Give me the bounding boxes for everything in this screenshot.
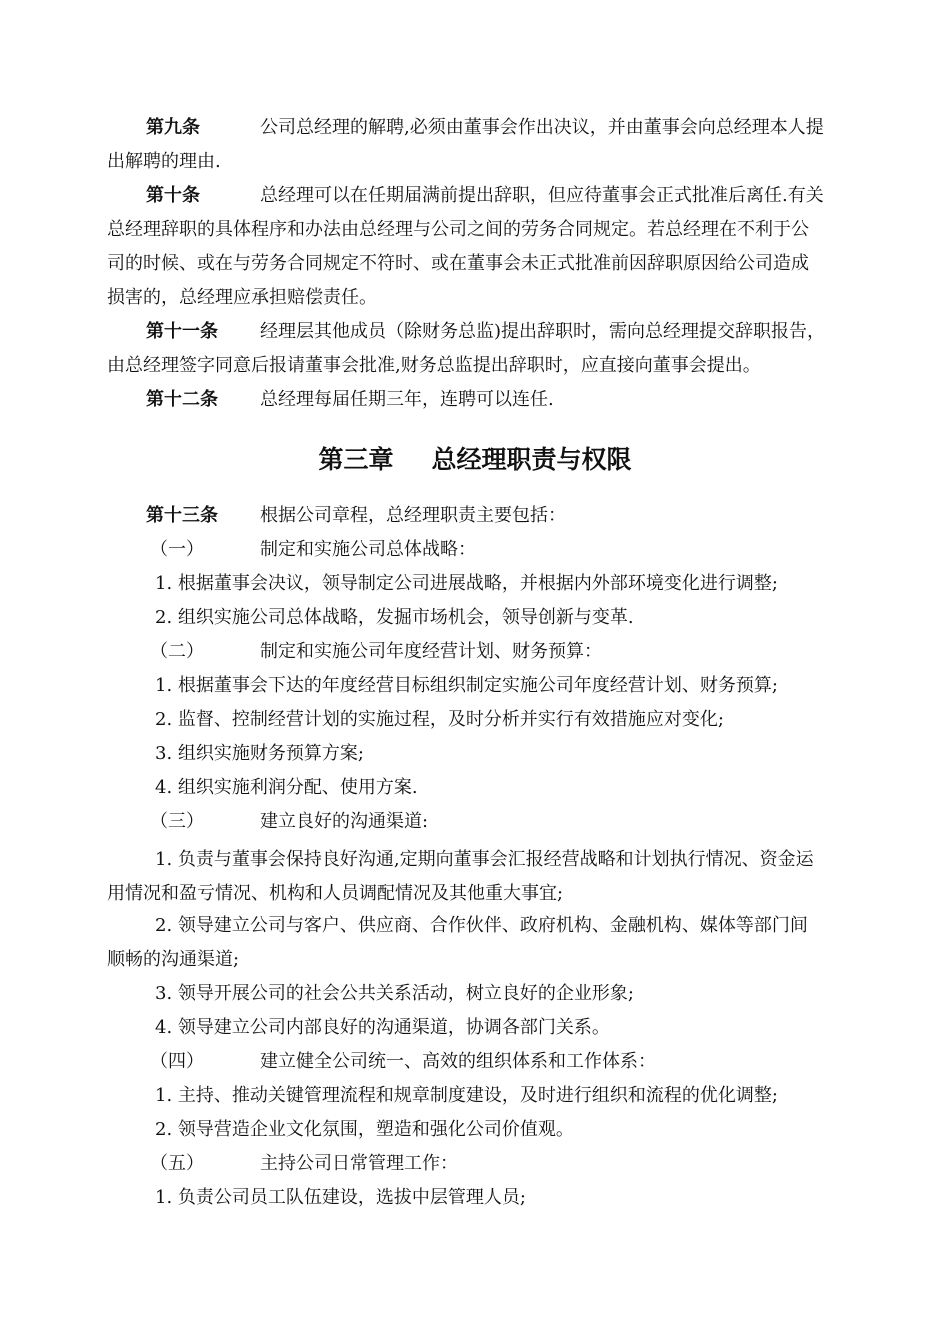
section-number: （二） [150, 641, 204, 662]
list-item-cont: 用情况和盈亏情况、机构和人员调配情况及其他重大事宜; [107, 883, 564, 904]
article-10-text-cont: 司的时候、或在与劳务合同规定不符时、或在董事会未正式批准前因辞职原因给公司造成 [107, 253, 809, 274]
section-title: 建立良好的沟通渠道: [260, 811, 429, 832]
list-item: 2. 领导营造企业文化氛围，塑造和强化公司价值观。 [155, 1119, 574, 1140]
section-number: （一） [150, 539, 204, 560]
section-number: （四） [150, 1051, 204, 1072]
list-item: 1. 根据董事会下达的年度经营目标组织制定实施公司年度经营计划、财务预算; [155, 675, 778, 696]
article-9-text: 公司总经理的解聘,必须由董事会作出决议，并由董事会向总经理本人提 [260, 117, 824, 138]
list-item: 2. 领导建立公司与客户、供应商、合作伙伴、政府机构、金融机构、媒体等部门间 [155, 915, 808, 936]
section-number: （三） [150, 811, 204, 832]
section-title: 主持公司日常管理工作： [260, 1153, 458, 1174]
article-11-label: 第十一条 [146, 321, 218, 342]
list-item: 1. 主持、推动关键管理流程和规章制度建设，及时进行组织和流程的优化调整; [155, 1085, 778, 1106]
article-13-text: 根据公司章程，总经理职责主要包括： [260, 505, 566, 526]
article-10-text: 总经理可以在任期届满前提出辞职，但应待董事会正式批准后离任.有关 [260, 185, 824, 206]
list-item-cont: 顺畅的沟通渠道; [107, 949, 240, 970]
list-item: 4. 领导建立公司内部良好的沟通渠道，协调各部门关系。 [155, 1017, 610, 1038]
article-10-text-cont: 损害的，总经理应承担赔偿责任。 [107, 287, 377, 308]
section-title: 建立健全公司统一、高效的组织体系和工作体系： [260, 1051, 656, 1072]
list-item: 3. 组织实施财务预算方案; [155, 743, 364, 764]
article-11-text-cont: 由总经理签字同意后报请董事会批准,财务总监提出辞职时，应直接向董事会提出。 [107, 355, 761, 376]
article-10-text-cont: 总经理辞职的具体程序和办法由总经理与公司之间的劳务合同规定。若总经理在不利于公 [107, 219, 809, 240]
list-item: 2. 组织实施公司总体战略，发掘市场机会，领导创新与变革. [155, 607, 634, 628]
article-12-label: 第十二条 [146, 389, 218, 410]
section-title: 制定和实施公司总体战略： [260, 539, 476, 560]
article-12-text: 总经理每届任期三年，连聘可以连任. [260, 389, 554, 410]
article-13-label: 第十三条 [146, 505, 218, 526]
article-9-text-cont: 出解聘的理由. [107, 151, 221, 172]
list-item: 2. 监督、控制经营计划的实施过程，及时分析并实行有效措施应对变化; [155, 709, 724, 730]
section-number: （五） [150, 1153, 204, 1174]
article-11-text: 经理层其他成员（除财务总监)提出辞职时，需向总经理提交辞职报告， [260, 321, 826, 342]
chapter-title [0, 444, 950, 476]
list-item: 1. 负责与董事会保持良好沟通,定期向董事会汇报经营战略和计划执行情况、资金运 [155, 849, 814, 870]
list-item: 1. 根据董事会决议，领导制定公司进展战略，并根据内外部环境变化进行调整; [155, 573, 778, 594]
article-10-label: 第十条 [146, 185, 200, 206]
article-9-label: 第九条 [146, 117, 200, 138]
list-item: 3. 领导开展公司的社会公共关系活动，树立良好的企业形象; [155, 983, 634, 1004]
chapter-number: 第三章 [318, 445, 394, 474]
list-item: 1. 负责公司员工队伍建设，选拔中层管理人员; [155, 1187, 526, 1208]
section-title: 制定和实施公司年度经营计划、财务预算： [260, 641, 602, 662]
list-item: 4. 组织实施利润分配、使用方案. [155, 777, 418, 798]
chapter-name: 总经理职责与权限 [431, 445, 632, 474]
